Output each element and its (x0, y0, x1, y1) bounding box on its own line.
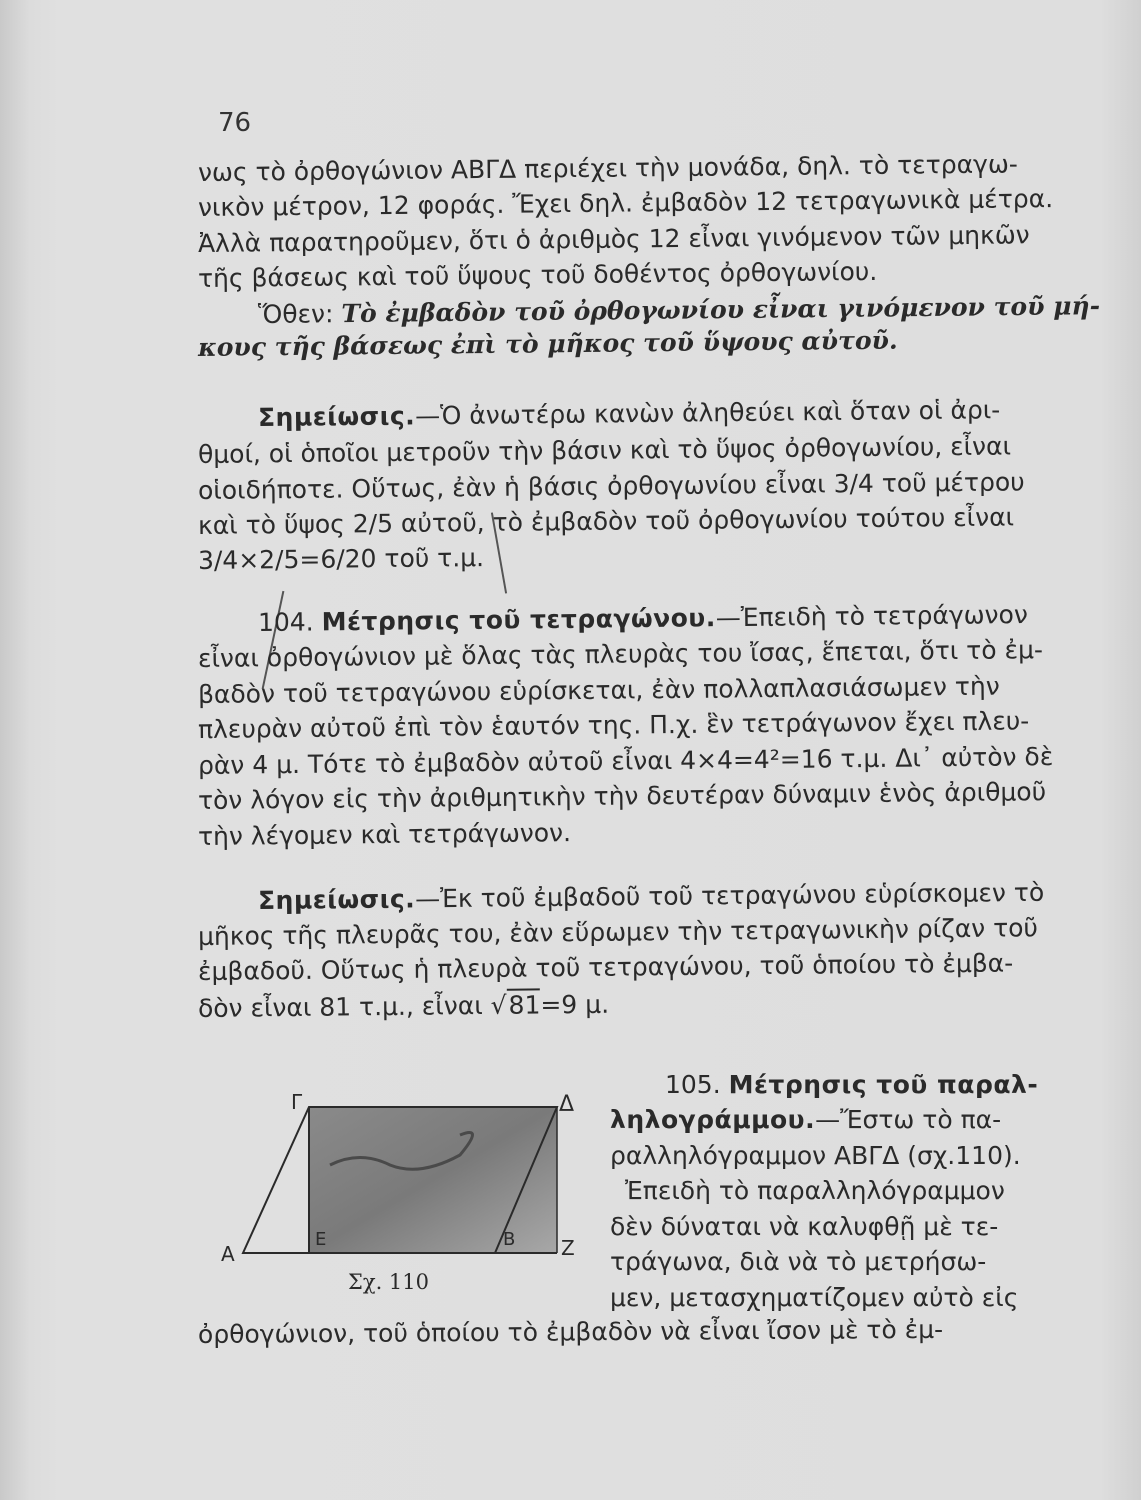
section-title: ληλογράμμου. (610, 1105, 816, 1134)
note-heading: Σημείωσις. (257, 401, 416, 432)
text-line: νικὸν μέτρον, 12 φοράς. Ἔχει δηλ. ἐμβαδὸν 12 τετραγωνικὰ μέτρα. (197, 184, 1054, 222)
section-title: Μέτρησις τοῦ παραλ- (728, 1070, 1039, 1099)
text-segment: δὸν εἶναι 81 τ.μ., εἶναι (197, 991, 483, 1023)
text-line: βαδὸν τοῦ τετραγώνου εὑρίσκεται, ἐὰν πολλαπλασιάσωμεν τὴν (197, 671, 1000, 709)
note-text: —Ὁ ἀνωτέρω κανὼν ἀληθεύει καὶ ὅταν οἱ ἀρι- (415, 395, 1001, 431)
shaded-rectangle (309, 1107, 557, 1253)
label-A: Α (221, 1242, 235, 1266)
note-heading: Σημείωσις. (257, 884, 416, 915)
rule-prefix: Ὅθεν: (257, 299, 334, 329)
label-E: E (315, 1229, 327, 1250)
section-number: 104. (257, 607, 314, 637)
text-line: τὴν λέγομεν καὶ τετράγωνον. (197, 818, 572, 851)
text-line: τράγωνα, διὰ νὰ τὸ μετρήσω- (610, 1247, 987, 1276)
label-B: B (503, 1229, 516, 1250)
text-line: ἐμβαδοῦ. Οὕτως ἡ πλευρὰ τοῦ τετραγώνου, τοῦ ὁποίου τὸ ἐμβα- (197, 948, 1014, 986)
section-line (610, 1105, 1090, 1135)
sqrt-radicand: 81 (506, 988, 540, 1019)
section-first-line (258, 599, 1141, 638)
text-line: μῆκος τῆς πλευρᾶς του, ἐὰν εὕρωμεν τὴν τετραγωνικὴν ρίζαν τοῦ (197, 913, 1039, 951)
text-line: Ἀλλὰ παρατηροῦμεν, ὅτι ὁ ἀριθμὸς 12 εἶναι γινόμενον τῶν μηκῶν (197, 220, 1030, 258)
section-number: 105. (665, 1070, 721, 1099)
text-line: Ἐπειδὴ τὸ παραλληλόγραμμον (625, 1176, 1005, 1205)
note-text: —Ἐκ τοῦ ἐμβαδοῦ τοῦ τετραγώνου εὑρίσκομεν τὸ (415, 877, 1045, 914)
section-title: Μέτρησις τοῦ τετραγώνου. (321, 603, 716, 637)
text-line: πλευρὰν αὐτοῦ ἐπὶ τὸν ἑαυτόν της. Π.χ. ἓν τετράγωνον ἔχει πλευ- (197, 706, 1030, 744)
pencil-mark (262, 591, 285, 689)
section-text: —Ἐπειδὴ τὸ τετράγωνον (715, 599, 1028, 633)
label-D: Δ (559, 1092, 575, 1117)
text-line: 3/4×2/5=6/20 τοῦ τ.μ. (197, 543, 485, 575)
rule-text: κους τῆς βάσεως ἐπὶ τὸ μῆκος τοῦ ὕψους αὐτοῦ. (197, 325, 898, 362)
page-number: 76 (218, 108, 252, 138)
text-line: τὸν λόγον εἰς τὴν ἀριθμητικὴν τὴν δευτέραν δύναμιν ἑνὸς ἀριθμοῦ (197, 777, 1047, 815)
note-first-line (258, 877, 1141, 916)
text-line: εἶναι ὀρθογώνιον μὲ ὅλας τὰς πλευρὰς του ἴσας, ἕπεται, ὅτι τὸ ἐμ- (197, 635, 1044, 673)
text-line: ραλληλόγραμμον ΑΒΓΔ (σχ.110). (610, 1141, 1021, 1170)
text-line: τῆς βάσεως καὶ τοῦ ὕψους τοῦ δοθέντος ὀρθογωνίου. (197, 256, 878, 293)
text-line: ὀρθογώνιον, τοῦ ὁποίου τὸ ἐμβαδὸν νὰ εἶναι ἴσον μὲ τὸ ἐμ- (197, 1314, 944, 1349)
text-line: οἱοιδήποτε. Οὕτως, ἐὰν ἡ βάσις ὀρθογωνίου εἶναι 3/4 τοῦ μέτρου (197, 467, 1025, 505)
text-line: μεν, μετασχηματίζομεν αὐτὸ εἰς (610, 1283, 1019, 1312)
rule-text: Τὸ ἐμβαδὸν τοῦ ὀρθογωνίου εἶναι γινόμενον τοῦ μή- (341, 291, 1101, 329)
figure-caption: Σχ. 110 (348, 1270, 430, 1294)
section-text: —Ἔστω τὸ πα- (815, 1105, 1002, 1134)
text-segment: =9 μ. (540, 989, 610, 1020)
text-line: νως τὸ ὀρθογώνιον ΑΒΓΔ περιέχει τὴν μονάδα, δηλ. τὸ τετραγω- (197, 149, 1018, 187)
note-first-line (258, 394, 1141, 433)
label-Z: Z (561, 1236, 575, 1260)
text-line: καὶ τὸ ὕψος 2/5 αὐτοῦ, τὸ ἐμβαδὸν τοῦ ὀρθογωνίου τούτου εἶναι (197, 502, 1015, 540)
text-line: ρὰν 4 μ. Τότε τὸ ἐμβαδὸν αὐτοῦ εἶναι 4×4=4²=16 τ.μ. Δι᾽ αὐτὸν δὲ (197, 742, 1054, 780)
sqrt-line: δὸν εἶναι 81 τ.μ., εἶναι √81=9 μ. (197, 989, 610, 1023)
text-line: δὲν δύναται νὰ καλυφθῇ μὲ τε- (610, 1212, 999, 1241)
label-G: Γ (291, 1090, 303, 1114)
section-first-line (665, 1070, 1095, 1100)
text-line: θμοί, οἱ ὁποῖοι μετροῦν τὴν βάσιν καὶ τὸ ὕψος ὀρθογωνίου, εἶναι (197, 431, 1012, 469)
